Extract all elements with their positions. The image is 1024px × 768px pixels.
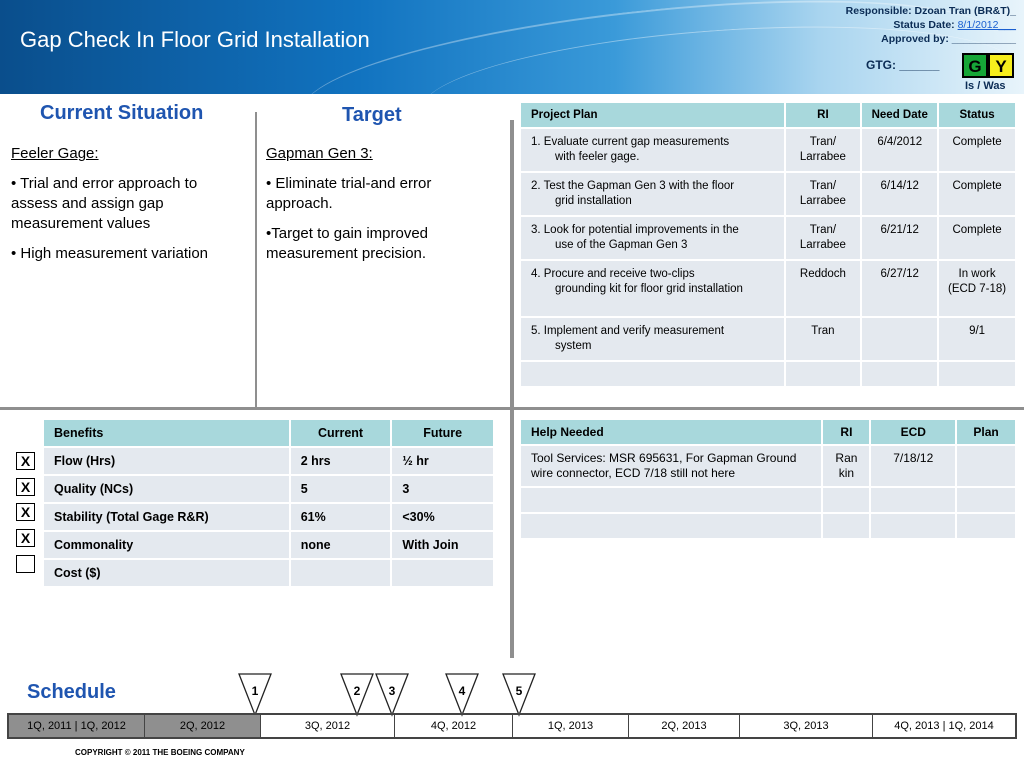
target-subhead: Gapman Gen 3: (266, 145, 373, 162)
plan-step-text: 4. Procure and receive two-clips (531, 268, 695, 280)
help-ecd-header: ECD (870, 419, 956, 445)
table-row (520, 172, 1016, 216)
help-needed-header: Help Needed (520, 419, 822, 445)
benefit-future (391, 559, 494, 587)
plan-status (938, 361, 1016, 387)
plan-step-text: 1. Evaluate current gap measurements (531, 136, 730, 148)
timeline-period: 4Q, 2012 (395, 715, 513, 737)
plan-status: Complete (938, 172, 1016, 216)
milestone-number: 3 (388, 684, 396, 698)
table-row (520, 361, 1016, 387)
plan-step (520, 172, 785, 216)
status-date-line (846, 18, 1016, 32)
plan-step-text: 2. Test the Gapman Gen 3 with the floor (531, 180, 735, 192)
schedule-heading: Schedule (27, 681, 116, 703)
plan-step (520, 128, 785, 172)
benefit-current: none (290, 531, 392, 559)
current-situation-heading: Current Situation (40, 102, 204, 124)
milestone-marker-2 (340, 673, 374, 717)
target-heading: Target (342, 104, 402, 126)
milestone-marker-4 (445, 673, 479, 717)
plan-step (520, 361, 785, 387)
table-row (520, 317, 1016, 361)
plan-ri: Tran/ Larrabee (785, 128, 862, 172)
vertical-divider-left (255, 112, 257, 408)
target-body (266, 144, 496, 274)
benefit-future: 3 (391, 475, 494, 503)
benefit-future: With Join (391, 531, 494, 559)
project-plan-header: Project Plan (520, 102, 785, 128)
help-item: Tool Services: MSR 695631, For Gapman Ground wire connector, ECD 7/18 still not here (520, 445, 822, 487)
help-ri (822, 513, 870, 539)
vertical-divider-center (510, 120, 514, 658)
plan-step (520, 260, 785, 317)
plan-ri (785, 361, 862, 387)
benefit-checkbox-cost[interactable] (16, 555, 35, 573)
plan-status: Complete (938, 128, 1016, 172)
plan-date: 6/21/12 (861, 216, 938, 260)
need-date-header: Need Date (861, 102, 938, 128)
help-ecd (870, 513, 956, 539)
benefit-current: 2 hrs (290, 447, 392, 475)
copyright-footer: COPYRIGHT © 2011 THE BOEING COMPANY (75, 748, 245, 757)
benefit-name: Flow (Hrs) (43, 447, 290, 475)
header-meta (846, 4, 1016, 46)
status-date-label: Status Date: (893, 19, 955, 31)
plan-step-cont: use of the Gapman Gen 3 (555, 239, 688, 251)
status-header: Status (938, 102, 1016, 128)
plan-step-text: 3. Look for potential improvements in the (531, 224, 739, 236)
milestone-number: 2 (353, 684, 361, 698)
plan-status: In work (ECD 7-18) (938, 260, 1016, 317)
project-plan-header-row (520, 102, 1016, 128)
timeline-period: 1Q, 2011 | 1Q, 2012 (9, 715, 145, 737)
status-date-value: 8/1/2012___ (957, 19, 1016, 31)
timeline-period: 2Q, 2013 (629, 715, 740, 737)
benefit-checkbox-commonality[interactable]: X (16, 529, 35, 547)
benefit-future: <30% (391, 503, 494, 531)
current-bullet-2: • High measurement variation (11, 245, 209, 262)
help-needed-table (519, 418, 1017, 540)
plan-ri: Tran/ Larrabee (785, 216, 862, 260)
timeline-period: 4Q, 2013 | 1Q, 2014 (894, 720, 994, 732)
table-row (43, 531, 494, 559)
current-header: Current (290, 419, 392, 447)
target-bullet-1: • Eliminate trial-and error approach. (266, 175, 432, 212)
help-ri-header: RI (822, 419, 870, 445)
table-row (520, 128, 1016, 172)
benefit-current (290, 559, 392, 587)
plan-step (520, 317, 785, 361)
current-subhead: Feeler Gage: (11, 145, 99, 162)
table-row (520, 445, 1016, 487)
table-row (43, 559, 494, 587)
future-header: Future (391, 419, 494, 447)
plan-step-cont: with feeler gage. (555, 151, 640, 163)
schedule-timeline (7, 713, 1017, 739)
plan-date: 6/14/12 (861, 172, 938, 216)
target-bullet-2: •Target to gain improved measurement precision. (266, 225, 429, 262)
plan-ri: Reddoch (785, 260, 862, 317)
table-row (520, 260, 1016, 317)
plan-ri: Tran (785, 317, 862, 361)
plan-step (520, 216, 785, 260)
benefit-checkbox-stability[interactable]: X (16, 503, 35, 521)
plan-step-text: 5. Implement and verify measurement (531, 325, 725, 337)
timeline-period: 2Q, 2012 (145, 715, 261, 737)
plan-date: 6/4/2012 (861, 128, 938, 172)
plan-date (861, 317, 938, 361)
benefit-name: Quality (NCs) (43, 475, 290, 503)
table-row (43, 447, 494, 475)
current-bullet-1: • Trial and error approach to assess and assign gap measurement values (11, 175, 198, 232)
help-header-row (520, 419, 1016, 445)
header-banner (0, 0, 1024, 94)
benefit-future: ½ hr (391, 447, 494, 475)
gtg-is-indicator: G (962, 53, 988, 78)
responsible-line: Responsible: Dzoan Tran (BR&T)_ (845, 5, 1016, 17)
milestone-number: 4 (458, 684, 466, 698)
benefits-table (42, 418, 495, 588)
timeline-period: 1Q, 2013 (513, 715, 629, 737)
gtg-was-indicator: Y (988, 53, 1014, 78)
milestone-number: 1 (251, 684, 259, 698)
is-was-label: Is / Was (965, 80, 1006, 92)
table-row (520, 216, 1016, 260)
help-plan (956, 445, 1016, 487)
benefit-name: Cost ($) (43, 559, 290, 587)
current-situation-body (11, 144, 226, 274)
help-ri (822, 487, 870, 513)
timeline-period: 3Q, 2012 (261, 715, 395, 737)
timeline-period: 3Q, 2013 (740, 715, 873, 737)
plan-status: 9/1 (938, 317, 1016, 361)
benefits-header-row (43, 419, 494, 447)
table-row (43, 503, 494, 531)
help-plan (956, 487, 1016, 513)
help-plan-header: Plan (956, 419, 1016, 445)
plan-step-cont: system (555, 340, 592, 352)
help-ecd (870, 487, 956, 513)
plan-step-cont: grounding kit for floor grid installation (555, 283, 743, 295)
ri-header: RI (785, 102, 862, 128)
benefit-name: Stability (Total Gage R&R) (43, 503, 290, 531)
table-row (520, 513, 1016, 539)
help-ecd: 7/18/12 (870, 445, 956, 487)
plan-status: Complete (938, 216, 1016, 260)
benefit-checkbox-quality[interactable]: X (16, 478, 35, 496)
benefit-name: Commonality (43, 531, 290, 559)
gtg-label: GTG: ______ (866, 58, 940, 72)
help-item (520, 513, 822, 539)
milestone-marker-3 (375, 673, 409, 717)
benefit-current: 61% (290, 503, 392, 531)
milestone-number: 5 (515, 684, 523, 698)
plan-ri: Tran/ Larrabee (785, 172, 862, 216)
benefit-current: 5 (290, 475, 392, 503)
table-row (520, 487, 1016, 513)
benefit-checkbox-flow[interactable]: X (16, 452, 35, 470)
table-row (43, 475, 494, 503)
benefits-header: Benefits (43, 419, 290, 447)
plan-step-cont: grid installation (555, 195, 632, 207)
plan-date (861, 361, 938, 387)
help-item (520, 487, 822, 513)
help-ri: Ran kin (822, 445, 870, 487)
approved-line: Approved by: ___________ (881, 33, 1016, 45)
milestone-marker-1 (238, 673, 272, 717)
help-plan (956, 513, 1016, 539)
project-plan-table (519, 101, 1017, 388)
plan-date: 6/27/12 (861, 260, 938, 317)
milestone-marker-5 (502, 673, 536, 717)
page-title: Gap Check In Floor Grid Installation (20, 27, 370, 52)
